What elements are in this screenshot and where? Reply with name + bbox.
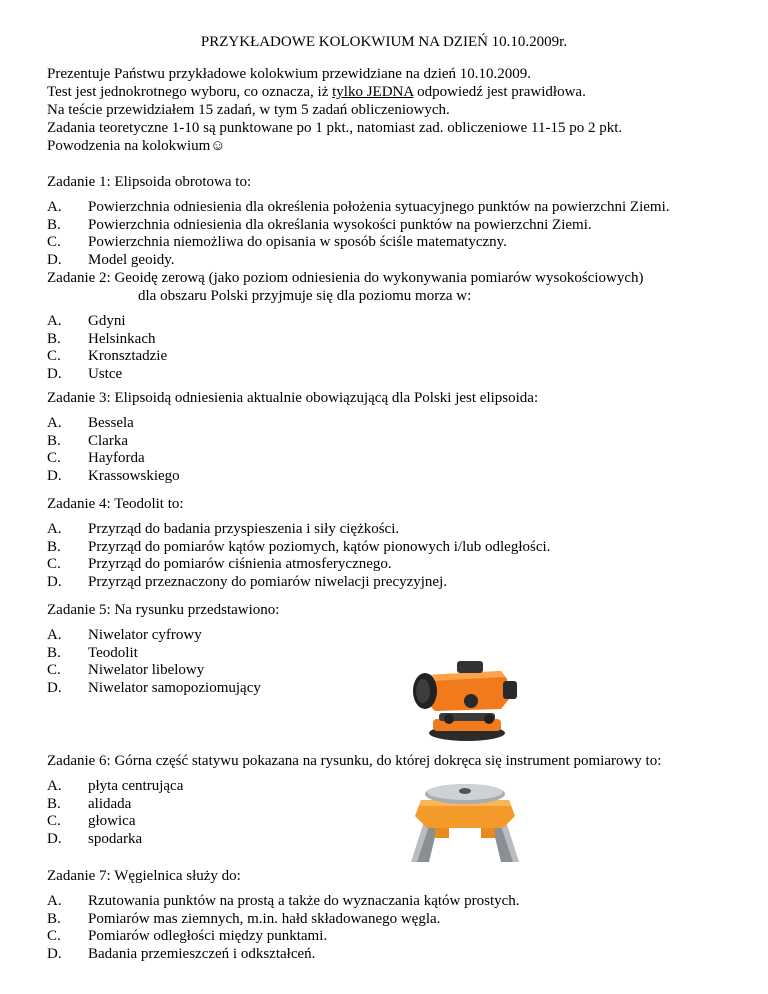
question-text: Zadanie 2: Geoidę zerową (jako poziom odniesienia do wykonywania pomiarów wysokościowych) [47, 270, 644, 286]
question-text-cont: dla obszaru Polski przyjmuje się dla poziomu morza w: [138, 288, 472, 304]
intro-line-2-pre: Test jest jednokrotnego wyboru, co oznacza, iż [47, 84, 333, 100]
intro-line-3: Na teście przewidziałem 15 zadań, w tym 5 zadań obliczeniowych. [47, 102, 450, 118]
option-b: B. Clarka [47, 432, 128, 449]
options-list [47, 777, 747, 847]
question-7 [47, 867, 747, 962]
automatic-level-image [405, 633, 525, 749]
question-text: Zadanie 4: Teodolit to: [47, 496, 184, 512]
automatic-level-drawing [405, 633, 525, 749]
option-d: D. Model geoidy. [47, 251, 175, 268]
option-c: C. głowica [47, 813, 136, 829]
question-text: Zadanie 1: Elipsoida obrotowa to: [47, 174, 252, 190]
question-4 [47, 495, 747, 590]
intro-underlined: tylko JEDNA [332, 84, 414, 100]
options-list [47, 626, 747, 696]
option-d: D. Ustce [47, 365, 123, 382]
intro-line-4: Zadania teoretyczne 1-10 są punktowane po 1 pkt., natomiast zad. obliczeniowe 11-15 po 2 pkt. [47, 120, 623, 136]
option-a: A. płyta centrująca [47, 778, 184, 794]
question-2 [47, 269, 747, 382]
option-b: B. Powierzchnia odniesienia dla określania wysokości punktów na powierzchni Ziemi. [47, 216, 592, 233]
intro-line-2-post: odpowiedź jest prawidłowa. [413, 84, 586, 100]
option-b: B. Pomiarów mas ziemnych, m.in. hałd składowanego węgla. [47, 910, 441, 927]
option-a: A. Gdyni [47, 313, 126, 329]
option-b: B. Teodolit [47, 644, 138, 661]
option-c: C. Niwelator libelowy [47, 662, 205, 678]
options-list [47, 892, 747, 962]
option-c: C. Przyrząd do pomiarów ciśnienia atmosferycznego. [47, 556, 392, 572]
question-5 [47, 601, 747, 696]
tripod-head-image [407, 778, 523, 862]
option-a: A. Przyrząd do badania przyspieszenia i siły ciężkości. [47, 521, 400, 537]
tripod-head-drawing [407, 778, 523, 862]
option-c: C. Hayforda [47, 450, 145, 466]
intro-line-1: Prezentuje Państwu przykładowe kolokwium przewidziane na dzień 10.10.2009. [47, 66, 532, 82]
option-d: D. Badania przemieszczeń i odkształceń. [47, 945, 316, 962]
question-text: Zadanie 7: Węgielnica służy do: [47, 868, 241, 884]
option-a: A. Rzutowania punktów na prostą a także do wyznaczania kątów prostych. [47, 893, 520, 909]
option-a: A. Bessela [47, 415, 134, 431]
option-b: B. Przyrząd do pomiarów kątów poziomych, kątów pionowych i/lub odległości. [47, 538, 551, 555]
option-d: D. Niwelator samopoziomujący [47, 679, 261, 696]
option-a: A. Niwelator cyfrowy [47, 627, 202, 643]
option-c: C. Powierzchnia niemożliwa do opisania w sposób ściśle matematyczny. [47, 234, 507, 250]
option-d: D. spodarka [47, 830, 143, 847]
option-b: B. alidada [47, 795, 132, 812]
intro-line-2 [47, 83, 747, 101]
intro-line-5: Powodzenia na kolokwium☺ [47, 138, 226, 154]
question-text: Zadanie 5: Na rysunku przedstawiono: [47, 602, 280, 618]
options-list [47, 198, 747, 268]
options-list [47, 414, 747, 484]
option-d: D. Krassowskiego [47, 467, 180, 484]
option-c: C. Kronsztadzie [47, 348, 168, 364]
option-d: D. Przyrząd przeznaczony do pomiarów niwelacji precyzyjnej. [47, 573, 448, 590]
question-6 [47, 752, 747, 847]
question-text: Zadanie 3: Elipsoidą odniesienia aktualnie obowiązującą dla Polski jest elipsoida: [47, 390, 539, 406]
question-1 [47, 173, 747, 268]
page-title: PRZYKŁADOWE KOLOKWIUM NA DZIEŃ 10.10.2009r. [200, 34, 568, 50]
options-list [47, 520, 747, 590]
intro-block [47, 65, 747, 155]
question-text: Zadanie 6: Górna część statywu pokazana na rysunku, do której dokręca się instrument pomiarowy to: [47, 753, 662, 769]
question-3 [47, 389, 747, 484]
option-c: C. Pomiarów odległości między punktami. [47, 928, 328, 944]
option-b: B. Helsinkach [47, 330, 156, 347]
options-list [47, 312, 747, 382]
option-a: A. Powierzchnia odniesienia dla określenia położenia sytuacyjnego punktów na powierzchni Ziemi. [47, 199, 670, 215]
